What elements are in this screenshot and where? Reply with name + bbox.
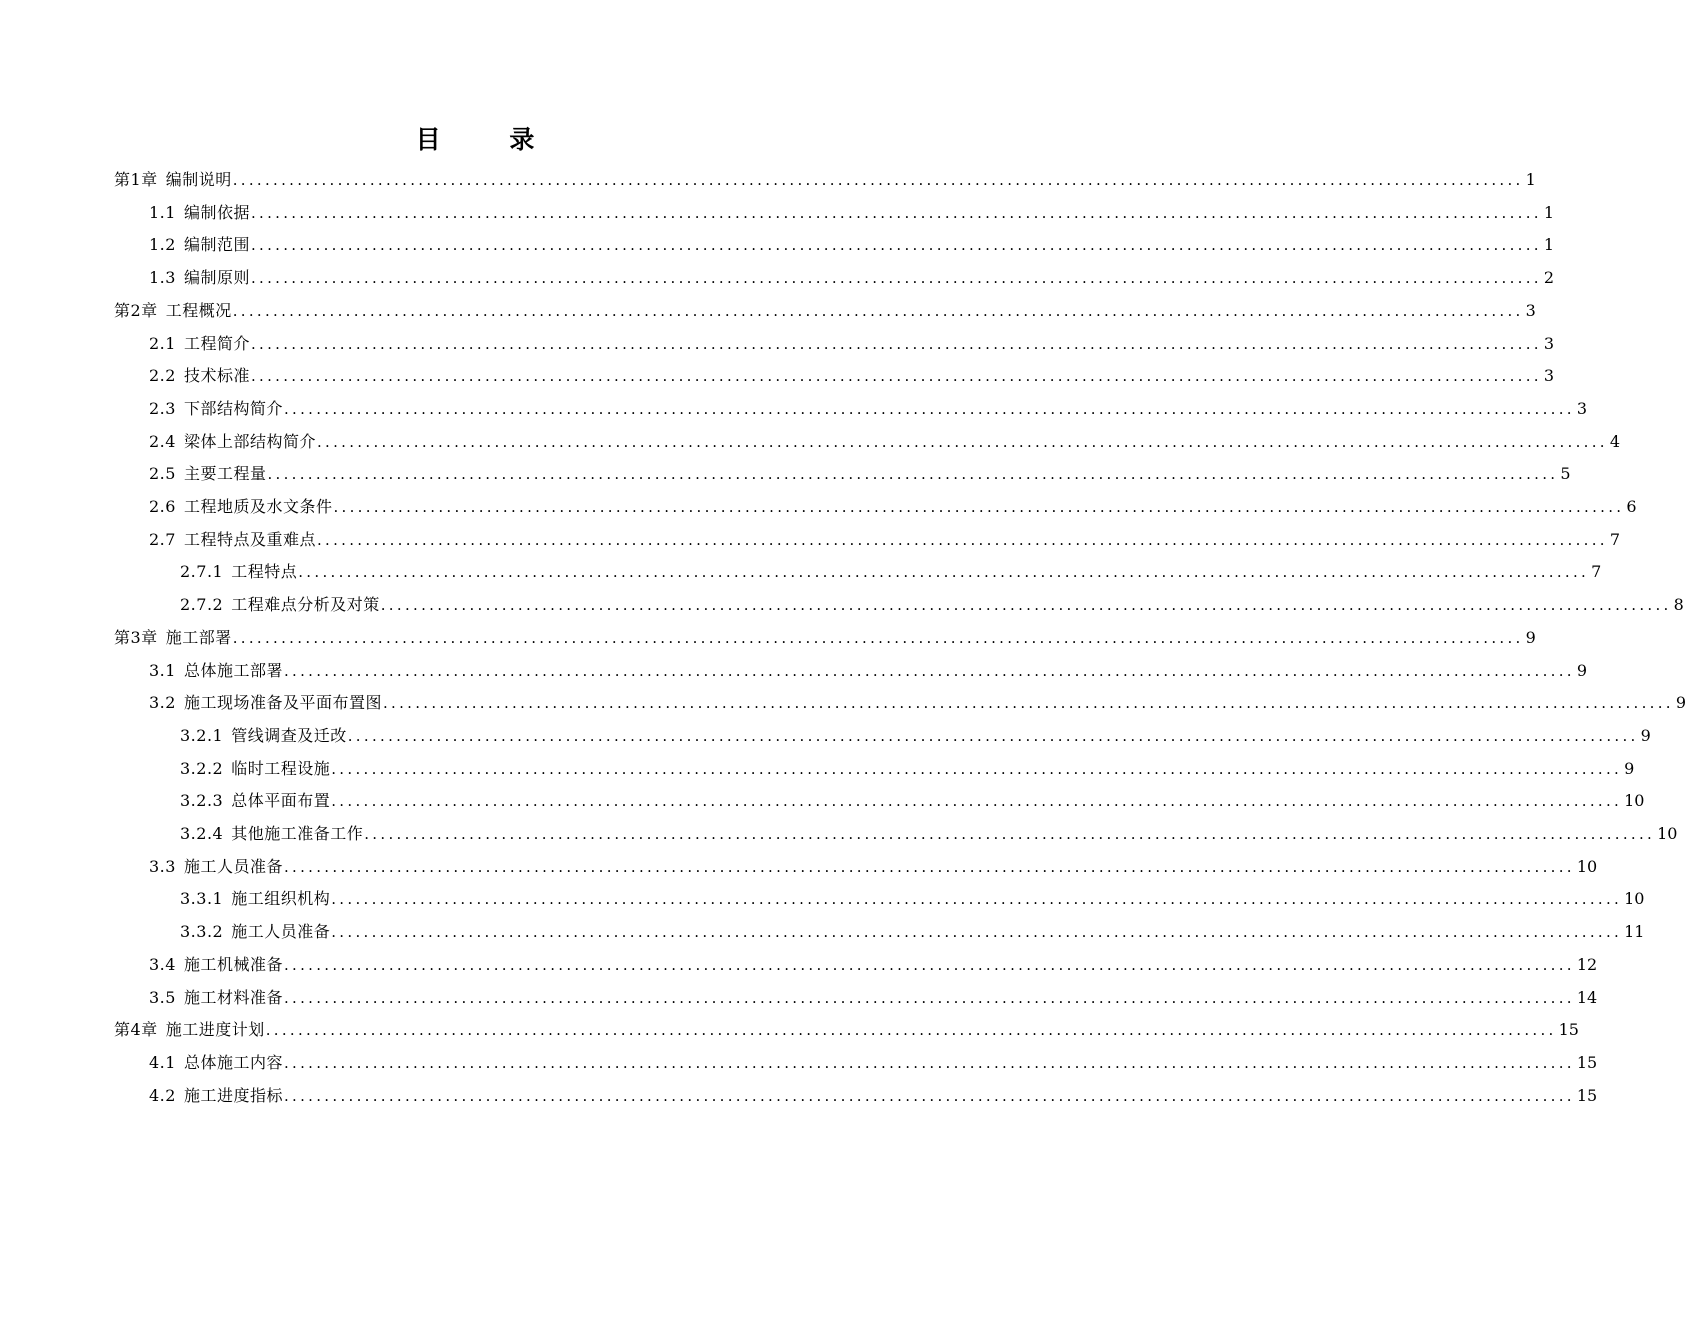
- toc-dot-leader: ................................................................................................................................................................: [382, 694, 1674, 713]
- toc-dot-leader: ................................................................................................................................................................: [380, 596, 1672, 615]
- toc-entry[interactable]: [180, 589, 1684, 621]
- toc-entry-text: 梁体上部结构简介: [183, 431, 316, 451]
- toc-entry-label: [149, 229, 250, 261]
- toc-dot-leader: ................................................................................................................................................................: [316, 432, 1608, 451]
- toc-entry-page-number: 10: [1657, 824, 1678, 843]
- toc-dot-leader: ................................................................................................................................................................: [250, 236, 1542, 255]
- toc-entry-text: 总体平面布置: [231, 791, 331, 811]
- toc-dot-leader: ................................................................................................................................................................: [232, 301, 1524, 320]
- toc-entry-page-number: 4: [1609, 431, 1621, 451]
- toc-dot-leader: ................................................................................................................................................................: [283, 399, 1575, 418]
- toc-entry-text: 工程特点: [231, 562, 298, 582]
- toc-entry-label: [149, 491, 332, 523]
- toc-entry-text: 管线调查及迁改: [231, 725, 347, 745]
- toc-entry-text: 临时工程设施: [231, 758, 331, 778]
- toc-entry-label: [149, 851, 283, 883]
- toc-dot-leader: ................................................................................................................................................................: [283, 857, 1575, 876]
- toc-dot-leader: ................................................................................................................................................................: [331, 890, 1623, 909]
- toc-entry-number: 第1章: [114, 170, 158, 189]
- toc-entry-text: 编制原则: [183, 268, 250, 288]
- toc-entry[interactable]: [180, 916, 1645, 948]
- toc-entry-text: 总体施工部署: [183, 660, 283, 680]
- toc-entry-page-number: 12: [1576, 954, 1598, 974]
- toc-entry-text: 工程地质及水文条件: [183, 497, 333, 516]
- toc-entry-label: [180, 556, 297, 588]
- toc-entry[interactable]: [149, 262, 1555, 294]
- toc-dot-leader: ................................................................................................................................................................: [283, 955, 1575, 974]
- toc-entry-number: 3.3.2: [180, 922, 224, 942]
- toc-dot-leader: ................................................................................................................................................................: [298, 563, 1590, 582]
- toc-entry[interactable]: [149, 851, 1598, 883]
- toc-entry-number: 3.3: [149, 856, 176, 876]
- toc-entry-text: 施工机械准备: [183, 954, 283, 974]
- toc-entry[interactable]: [114, 1014, 1579, 1046]
- toc-entry-number: 2.2: [149, 366, 176, 386]
- toc-entry[interactable]: [149, 426, 1621, 458]
- toc-entry-page-number: 1: [1525, 170, 1536, 189]
- toc-entry[interactable]: [149, 458, 1571, 490]
- toc-entry-text: 施工材料准备: [183, 987, 283, 1007]
- toc-entry-page-number: 3: [1576, 398, 1588, 418]
- toc-entry[interactable]: [149, 655, 1588, 687]
- toc-entry-page-number: 1: [1543, 235, 1555, 255]
- toc-entry-number: 3.5: [149, 987, 176, 1007]
- toc-entry[interactable]: [180, 720, 1651, 752]
- toc-entry[interactable]: [149, 1047, 1598, 1079]
- toc-entry-label: [149, 262, 250, 294]
- toc-entry[interactable]: [180, 818, 1678, 850]
- toc-dot-leader: ................................................................................................................................................................: [283, 661, 1575, 680]
- toc-entry-number: 3.2: [149, 693, 176, 713]
- toc-entry[interactable]: [149, 197, 1555, 229]
- toc-entry-text: 下部结构简介: [183, 398, 283, 418]
- toc-entry[interactable]: [149, 687, 1686, 719]
- toc-entry-label: [149, 949, 283, 981]
- toc-entry-text: 施工现场准备及平面布置图: [183, 693, 382, 713]
- toc-entry-label: [149, 393, 283, 425]
- toc-entry-number: 2.6: [149, 497, 176, 516]
- toc-entry-text: 主要工程量: [183, 464, 267, 484]
- toc-entry-number: 2.7.1: [180, 562, 224, 582]
- toc-entry-page-number: 10: [1624, 889, 1645, 909]
- toc-entry-label: [149, 982, 283, 1014]
- toc-entry-number: 3.1: [149, 660, 176, 680]
- toc-entry-page-number: 3: [1525, 300, 1536, 320]
- toc-dot-leader: ................................................................................................................................................................: [331, 923, 1623, 942]
- toc-entry-label: [180, 589, 380, 621]
- toc-entry[interactable]: [180, 883, 1645, 915]
- toc-entry[interactable]: [149, 229, 1555, 261]
- toc-entry-text: 技术标准: [183, 366, 250, 386]
- toc-entry-page-number: 15: [1558, 1020, 1579, 1040]
- toc-entry-page-number: 15: [1576, 1052, 1598, 1072]
- toc-entry-label: [149, 426, 316, 458]
- toc-entry-page-number: 9: [1525, 627, 1536, 647]
- toc-dot-leader: ................................................................................................................................................................: [250, 334, 1542, 353]
- toc-dot-leader: ................................................................................................................................................................: [250, 203, 1542, 222]
- toc-entry-number: 3.2.2: [180, 758, 224, 778]
- toc-entry-text: 工程简介: [183, 333, 250, 353]
- toc-entry-number: 3.3.1: [180, 889, 224, 909]
- toc-entry-text: 编制范围: [183, 235, 250, 255]
- toc-entry[interactable]: [149, 491, 1637, 523]
- toc-entry-text: 编制依据: [183, 202, 250, 222]
- toc-entry-text: 编制说明: [165, 170, 232, 189]
- toc-entry-label: [180, 883, 330, 915]
- toc-dot-leader: ................................................................................................................................................................: [333, 498, 1625, 516]
- toc-entry[interactable]: [149, 982, 1598, 1014]
- toc-entry[interactable]: [180, 556, 1602, 588]
- toc-entry-page-number: 9: [1576, 660, 1588, 680]
- toc-entry-number: 第4章: [114, 1020, 158, 1040]
- toc-entry-label: [180, 818, 363, 850]
- toc-entry-page-number: 9: [1624, 758, 1635, 778]
- toc-entry-page-number: 6: [1626, 497, 1637, 516]
- toc-entry-number: 2.4: [149, 431, 176, 451]
- toc-entry-number: 4.1: [149, 1052, 176, 1072]
- toc-entry-page-number: 3: [1543, 333, 1555, 353]
- toc-entry-number: 2.1: [149, 333, 176, 353]
- toc-dot-leader: ................................................................................................................................................................: [316, 530, 1608, 549]
- toc-entry-page-number: 11: [1624, 922, 1645, 942]
- toc-dot-leader: ................................................................................................................................................................: [331, 759, 1623, 778]
- toc-entry[interactable]: [180, 785, 1645, 817]
- toc-entry-page-number: 8: [1673, 595, 1684, 615]
- toc-entry-number: 第3章: [114, 627, 158, 647]
- toc-entry-page-number: 9: [1640, 725, 1651, 745]
- toc-entry-label: [114, 295, 232, 327]
- toc-dot-leader: ................................................................................................................................................................: [232, 171, 1524, 189]
- toc-entry-page-number: 3: [1543, 366, 1555, 386]
- toc-dot-leader: ................................................................................................................................................................: [232, 628, 1524, 647]
- toc-entry-label: [149, 655, 283, 687]
- toc-entry-label: [149, 328, 250, 360]
- toc-entry-text: 工程概况: [165, 300, 232, 320]
- toc-entry-page-number: 15: [1576, 1085, 1598, 1105]
- toc-entry-label: [180, 720, 347, 752]
- toc-entry-text: 施工部署: [165, 627, 232, 647]
- toc-dot-leader: ................................................................................................................................................................: [331, 792, 1623, 811]
- toc-entry-number: 1.3: [149, 268, 176, 288]
- toc-dot-leader: ................................................................................................................................................................: [250, 367, 1542, 386]
- toc-entry-text: 其他施工准备工作: [231, 824, 364, 843]
- toc-entry-number: 3.2.3: [180, 791, 224, 811]
- toc-title: 目 录: [415, 125, 565, 154]
- toc-entry-number: 2.7: [149, 529, 176, 549]
- toc-entry-number: 1.2: [149, 235, 176, 255]
- toc-dot-leader: ................................................................................................................................................................: [250, 269, 1542, 288]
- toc-entry-page-number: 5: [1560, 464, 1571, 484]
- toc-entry-label: [180, 785, 330, 817]
- toc-entry-text: 施工进度计划: [165, 1020, 265, 1040]
- toc-entry-number: 3.2.4: [180, 824, 224, 843]
- toc-entry-text: 工程难点分析及对策: [231, 595, 380, 615]
- toc-entry-label: [149, 1047, 283, 1079]
- toc-entry-text: 施工组织机构: [231, 889, 331, 909]
- toc-entry-text: 工程特点及重难点: [183, 529, 316, 549]
- toc-entry-page-number: 7: [1591, 562, 1602, 582]
- toc-entry-page-number: 10: [1576, 856, 1598, 876]
- toc-entry-page-number: 14: [1576, 987, 1598, 1007]
- toc-entry[interactable]: [149, 1080, 1598, 1112]
- toc-entry-number: 1.1: [149, 202, 176, 222]
- toc-entry-number: 2.7.2: [180, 595, 224, 615]
- toc-entry-page-number: 1: [1543, 202, 1555, 222]
- toc-entry[interactable]: [149, 949, 1598, 981]
- toc-entry[interactable]: [114, 164, 1536, 196]
- toc-entry-label: [180, 916, 330, 948]
- toc-entry-page-number: 2: [1543, 268, 1555, 288]
- toc-dot-leader: ................................................................................................................................................................: [347, 726, 1639, 745]
- toc-entry-number: 4.2: [149, 1085, 176, 1105]
- toc-entry-label: [149, 687, 382, 719]
- toc-entry-label: [149, 1080, 283, 1112]
- toc-dot-leader: ................................................................................................................................................................: [283, 1053, 1575, 1072]
- toc-entry[interactable]: [180, 753, 1635, 785]
- toc-entry-number: 2.3: [149, 398, 176, 418]
- toc-entry-label: [180, 753, 330, 785]
- toc-entry-number: 2.5: [149, 464, 176, 484]
- toc-entry-number: 3.2.1: [180, 725, 224, 745]
- toc-entry-page-number: 7: [1609, 529, 1621, 549]
- toc-entry[interactable]: [114, 622, 1536, 654]
- toc-entry[interactable]: [114, 295, 1536, 327]
- toc-dot-leader: ................................................................................................................................................................: [283, 988, 1575, 1007]
- toc-entry-label: [149, 524, 316, 556]
- toc-entry-label: [114, 164, 232, 196]
- toc-entry[interactable]: [149, 393, 1588, 425]
- toc-entry-label: [114, 622, 232, 654]
- toc-entry[interactable]: [149, 524, 1621, 556]
- toc-dot-leader: ................................................................................................................................................................: [267, 465, 1559, 484]
- toc-entry[interactable]: [149, 328, 1555, 360]
- toc-entry-text: 施工进度指标: [183, 1085, 283, 1105]
- toc-dot-leader: ................................................................................................................................................................: [283, 1086, 1575, 1105]
- toc-entry-text: 总体施工内容: [183, 1052, 283, 1072]
- toc-entry[interactable]: [149, 360, 1555, 392]
- toc-entry-text: 施工人员准备: [231, 922, 331, 942]
- toc-entry-page-number: 9: [1675, 693, 1686, 713]
- toc-entry-number: 3.4: [149, 954, 176, 974]
- toc-dot-leader: ................................................................................................................................................................: [364, 825, 1656, 843]
- toc-entry-number: 第2章: [114, 300, 158, 320]
- toc-entry-page-number: 10: [1624, 791, 1645, 811]
- toc-entry-label: [149, 197, 250, 229]
- toc-entry-text: 施工人员准备: [183, 856, 283, 876]
- toc-entry-label: [149, 360, 250, 392]
- toc-entry-label: [149, 458, 266, 490]
- toc-entry-label: [114, 1014, 265, 1046]
- toc-dot-leader: ................................................................................................................................................................: [265, 1021, 1557, 1040]
